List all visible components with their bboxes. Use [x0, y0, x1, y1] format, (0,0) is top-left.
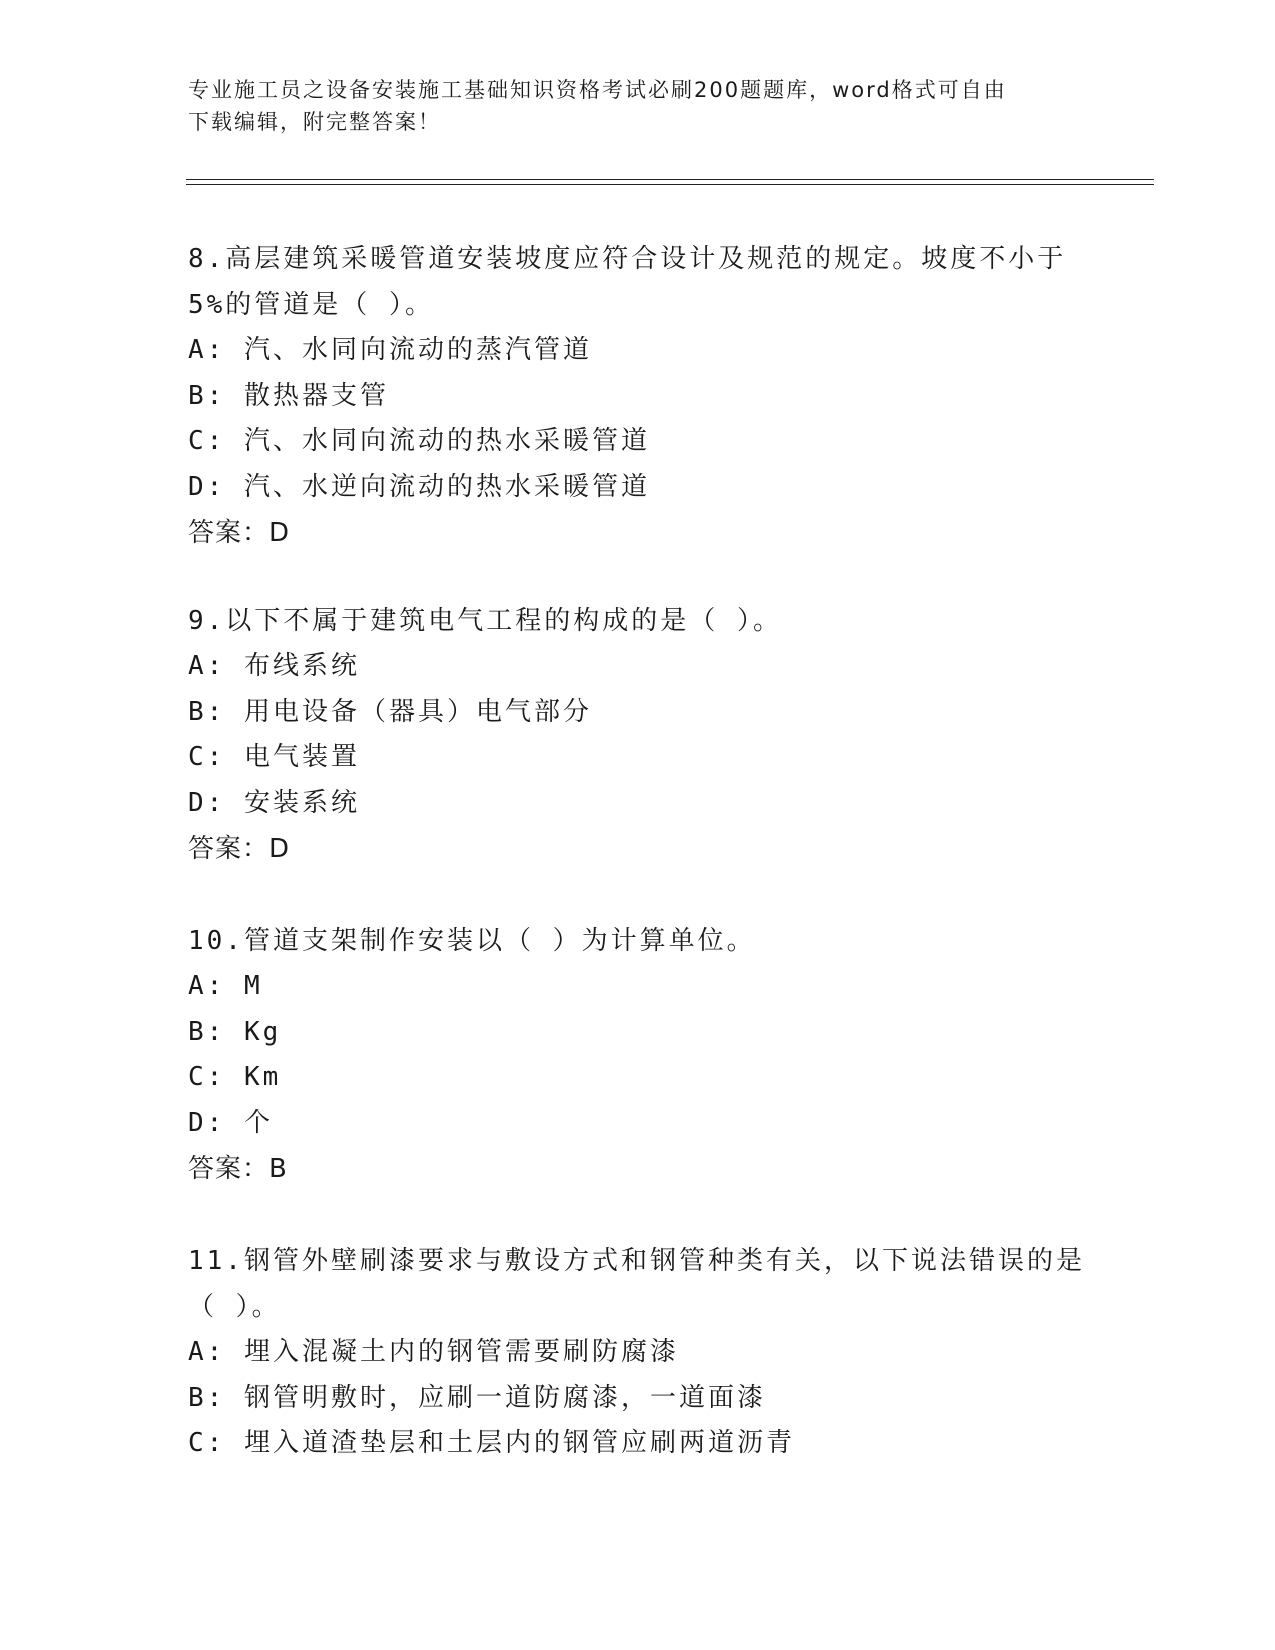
- option-c: C: Km: [188, 1062, 282, 1092]
- answer: 答案：D: [188, 834, 291, 864]
- answer: 答案：D: [188, 518, 291, 548]
- option-b: B: 钢管明敷时，应刷一道防腐漆，一道面漆: [188, 1382, 766, 1413]
- document-header: [188, 74, 1088, 138]
- question-stem-line-1: 9.以下不属于建筑电气工程的构成的是（ ）。: [188, 606, 782, 636]
- option-a: A: 布线系统: [188, 651, 360, 681]
- option-a: A: M: [188, 971, 263, 1001]
- option-a: A: 埋入混凝土内的钢管需要刷防腐漆: [188, 1337, 679, 1367]
- question-stem-line-2: （ ）。: [188, 1292, 281, 1322]
- answer: 答案：B: [188, 1154, 288, 1184]
- option-a: A: 汽、水同向流动的蒸汽管道: [188, 335, 592, 365]
- header-line-2: 下载编辑，附完整答案！: [188, 110, 441, 134]
- question-8: [188, 236, 1088, 556]
- header-divider-top: [186, 179, 1154, 180]
- option-d: D: 安装系统: [188, 787, 360, 818]
- question-stem-line-2: 5%的管道是（ ）。: [188, 290, 434, 320]
- header-line-1: 专业施工员之设备安装施工基础知识资格考试必刷200题题库，word格式可自由: [188, 78, 1007, 102]
- question-10: [188, 918, 1088, 1192]
- question-11: [188, 1238, 1088, 1467]
- question-stem-line-1: 8.高层建筑采暖管道安装坡度应符合设计及规范的规定。坡度不小于: [188, 244, 1067, 274]
- option-d: D: 个: [188, 1107, 273, 1138]
- option-c: C: 汽、水同向流动的热水采暖管道: [188, 426, 650, 456]
- question-9: [188, 598, 1088, 872]
- option-d: D: 汽、水逆向流动的热水采暖管道: [188, 471, 650, 502]
- question-stem-line-1: 10.管道支架制作安装以（ ）为计算单位。: [188, 926, 756, 956]
- header-divider-bottom: [186, 184, 1154, 185]
- option-b: B: Kg: [188, 1016, 282, 1047]
- option-c: C: 埋入道渣垫层和土层内的钢管应刷两道沥青: [188, 1428, 795, 1458]
- option-b: B: 散热器支管: [188, 380, 389, 411]
- option-b: B: 用电设备（器具）电气部分: [188, 696, 592, 727]
- option-c: C: 电气装置: [188, 742, 360, 772]
- question-stem-line-1: 11.钢管外壁刷漆要求与敷设方式和钢管种类有关，以下说法错误的是: [188, 1246, 1085, 1276]
